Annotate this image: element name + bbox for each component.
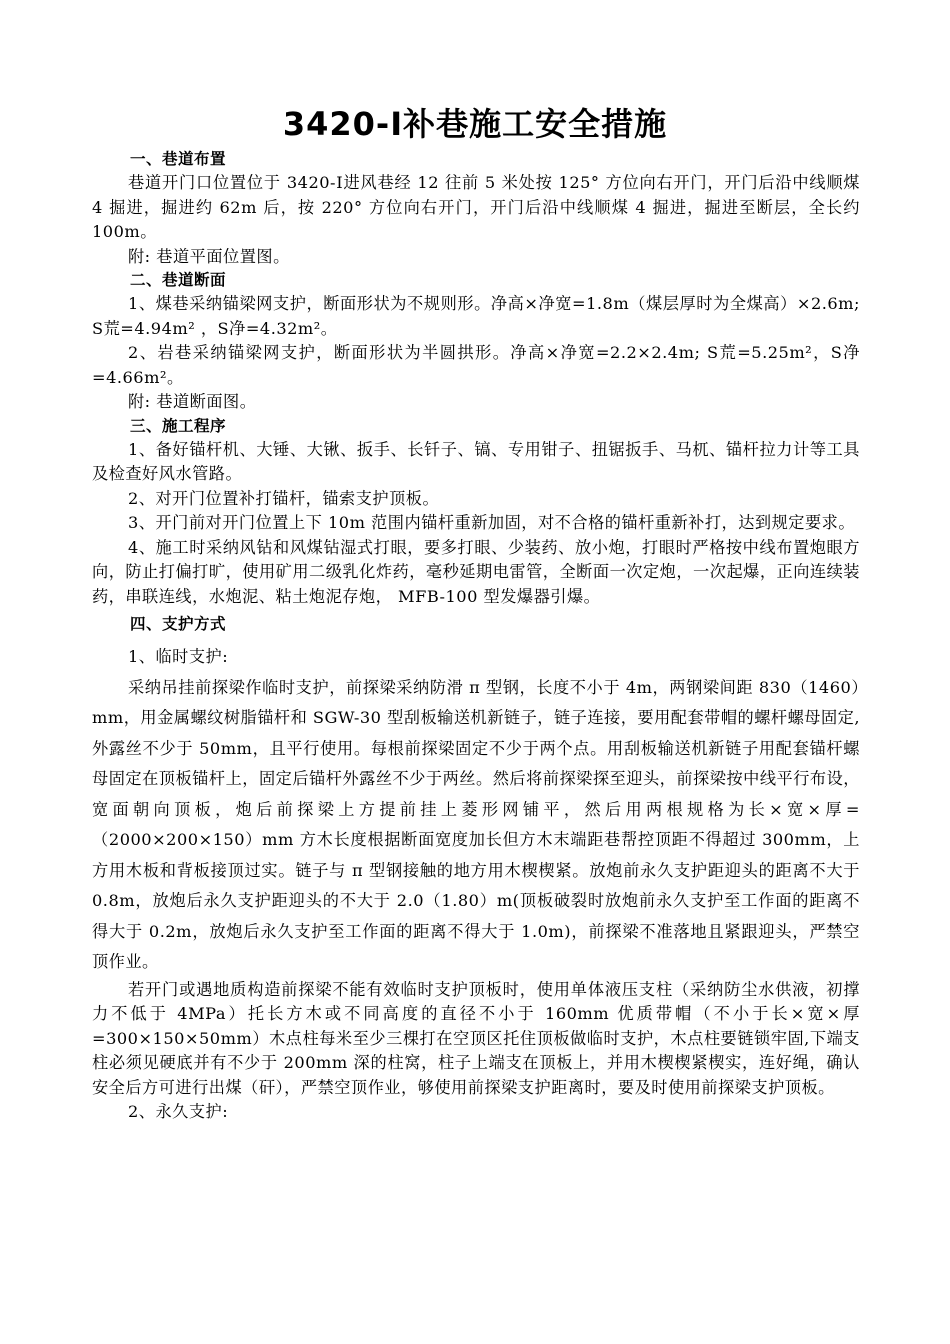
document-body (92, 148, 860, 1125)
paragraph: 附: 巷道平面位置图。 (128, 246, 290, 266)
paragraph: 3、开门前对开门位置上下 10m 范围内锚杆重新加固，对不合格的锚杆重新补打，达到规定要求。 (128, 513, 856, 532)
paragraph: 4、施工时采纳风钻和风煤钻湿式打眼，要多打眼、少装药、放小炮，打眼时严格按中线布置炮眼方向，防止打偏打旷，使用矿用二级乳化炸药，毫秒延期电雷管，全断面一次定炮，一次起爆，正向连续装药，串联连线，水炮泥、粘土炮泥存炮， MFB-100 型发爆器引爆。 (92, 537, 860, 606)
subheading: 1、临时支护: (128, 647, 229, 666)
paragraph: 若开门或遇地质构造前探梁不能有效临时支护顶板时，使用单体液压支柱（采纳防尘水供液，初撑力不低于 4MPa）托长方木或不同高度的直径不小于 160mm 优质带帽（不小于长×宽×厚=300×150×50mm）木点柱每米至少三棵打在空顶区托住顶板做临时支护，木点柱要链锁牢固,下端支柱必须见硬底并有不少于 200mm 深的柱窝，柱子上端支在顶板上，并用木楔楔紧楔实，连好绳，确认安全后方可进行出煤（矸），严禁空顶作业，够使用前探梁支护距离时，要及时使用前探梁支护顶板。 (92, 979, 860, 1097)
section-heading: 四、支护方式 (130, 615, 227, 633)
paragraph: 采纳吊挂前探梁作临时支护，前探梁采纳防滑 π 型钢，长度不小于 4m，两钢梁间距 830（1460）mm，用金属螺纹树脂锚杆和 SGW-30 型刮板输送机新链子，链子连接，要用配套带帽的螺杆螺母固定,外露丝不少于 50mm，且平行使用。每根前探梁固定不少于两个点。用刮板输送机新链子用配套锚杆螺母固定在顶板锚杆上，固定后锚杆外露丝不少于两丝。然后将前探梁探至迎头，前探梁按中线平行布设，宽面朝向顶板，炮后前探梁上方提前挂上菱形网铺平，然后用两根规格为长×宽×厚=（2000×200×150）mm 方木长度根据断面宽度加长但方木末端距巷帮控顶距不得超过 300mm，上方用木板和背板接顶过实。链子与 π 型钢接触的地方用木楔楔紧。放炮前永久支护距迎头的距离不大于 0.8m，放炮后永久支护距迎头的不大于 2.0（1.80）m(顶板破裂时放炮前永久支护至工作面的距离不得大于 0.2m，放炮后永久支护至工作面的距离不得大于 1.0m)，前探梁不准落地且紧跟迎头，严禁空顶作业。 (92, 677, 860, 971)
subheading: 2、永久支护: (128, 1102, 229, 1121)
paragraph: 1、煤巷采纳锚梁网支护，断面形状为不规则形。净高×净宽=1.8m（煤层厚时为全煤高）×2.6m; S荒=4.94m² ，S净=4.32m²。 (92, 294, 860, 338)
paragraph: 附: 巷道断面图。 (128, 392, 257, 411)
paragraph: 1、备好锚杆机、大锤、大锹、扳手、长钎子、镐、专用钳子、扭锯扳手、马杌、锚杆拉力计等工具及检查好风水管路。 (92, 439, 860, 483)
paragraph: 2、对开门位置补打锚杆，锚索支护顶板。 (128, 488, 440, 508)
section-heading: 二、巷道断面 (130, 271, 227, 289)
section-heading: 一、巷道布置 (130, 150, 227, 168)
page-title: 3420-Ⅰ补巷施工安全措施 (282, 105, 668, 143)
paragraph: 巷道开门口位置位于 3420-Ⅰ进风巷经 12 往前 5 米处按 125° 方位向右开门，开门后沿中线顺煤 4 掘进，掘进约 62m 后，按 220° 方位向右开门，开门后沿中线顺煤 4 掘进，掘进至断层，全长约 100m。 (92, 173, 860, 241)
paragraph: 2、岩巷采纳锚梁网支护，断面形状为半圆拱形。净高×净宽=2.2×2.4m; S荒=5.25m²，S净=4.66m²。 (92, 343, 860, 387)
section-heading: 三、施工程序 (130, 416, 227, 435)
